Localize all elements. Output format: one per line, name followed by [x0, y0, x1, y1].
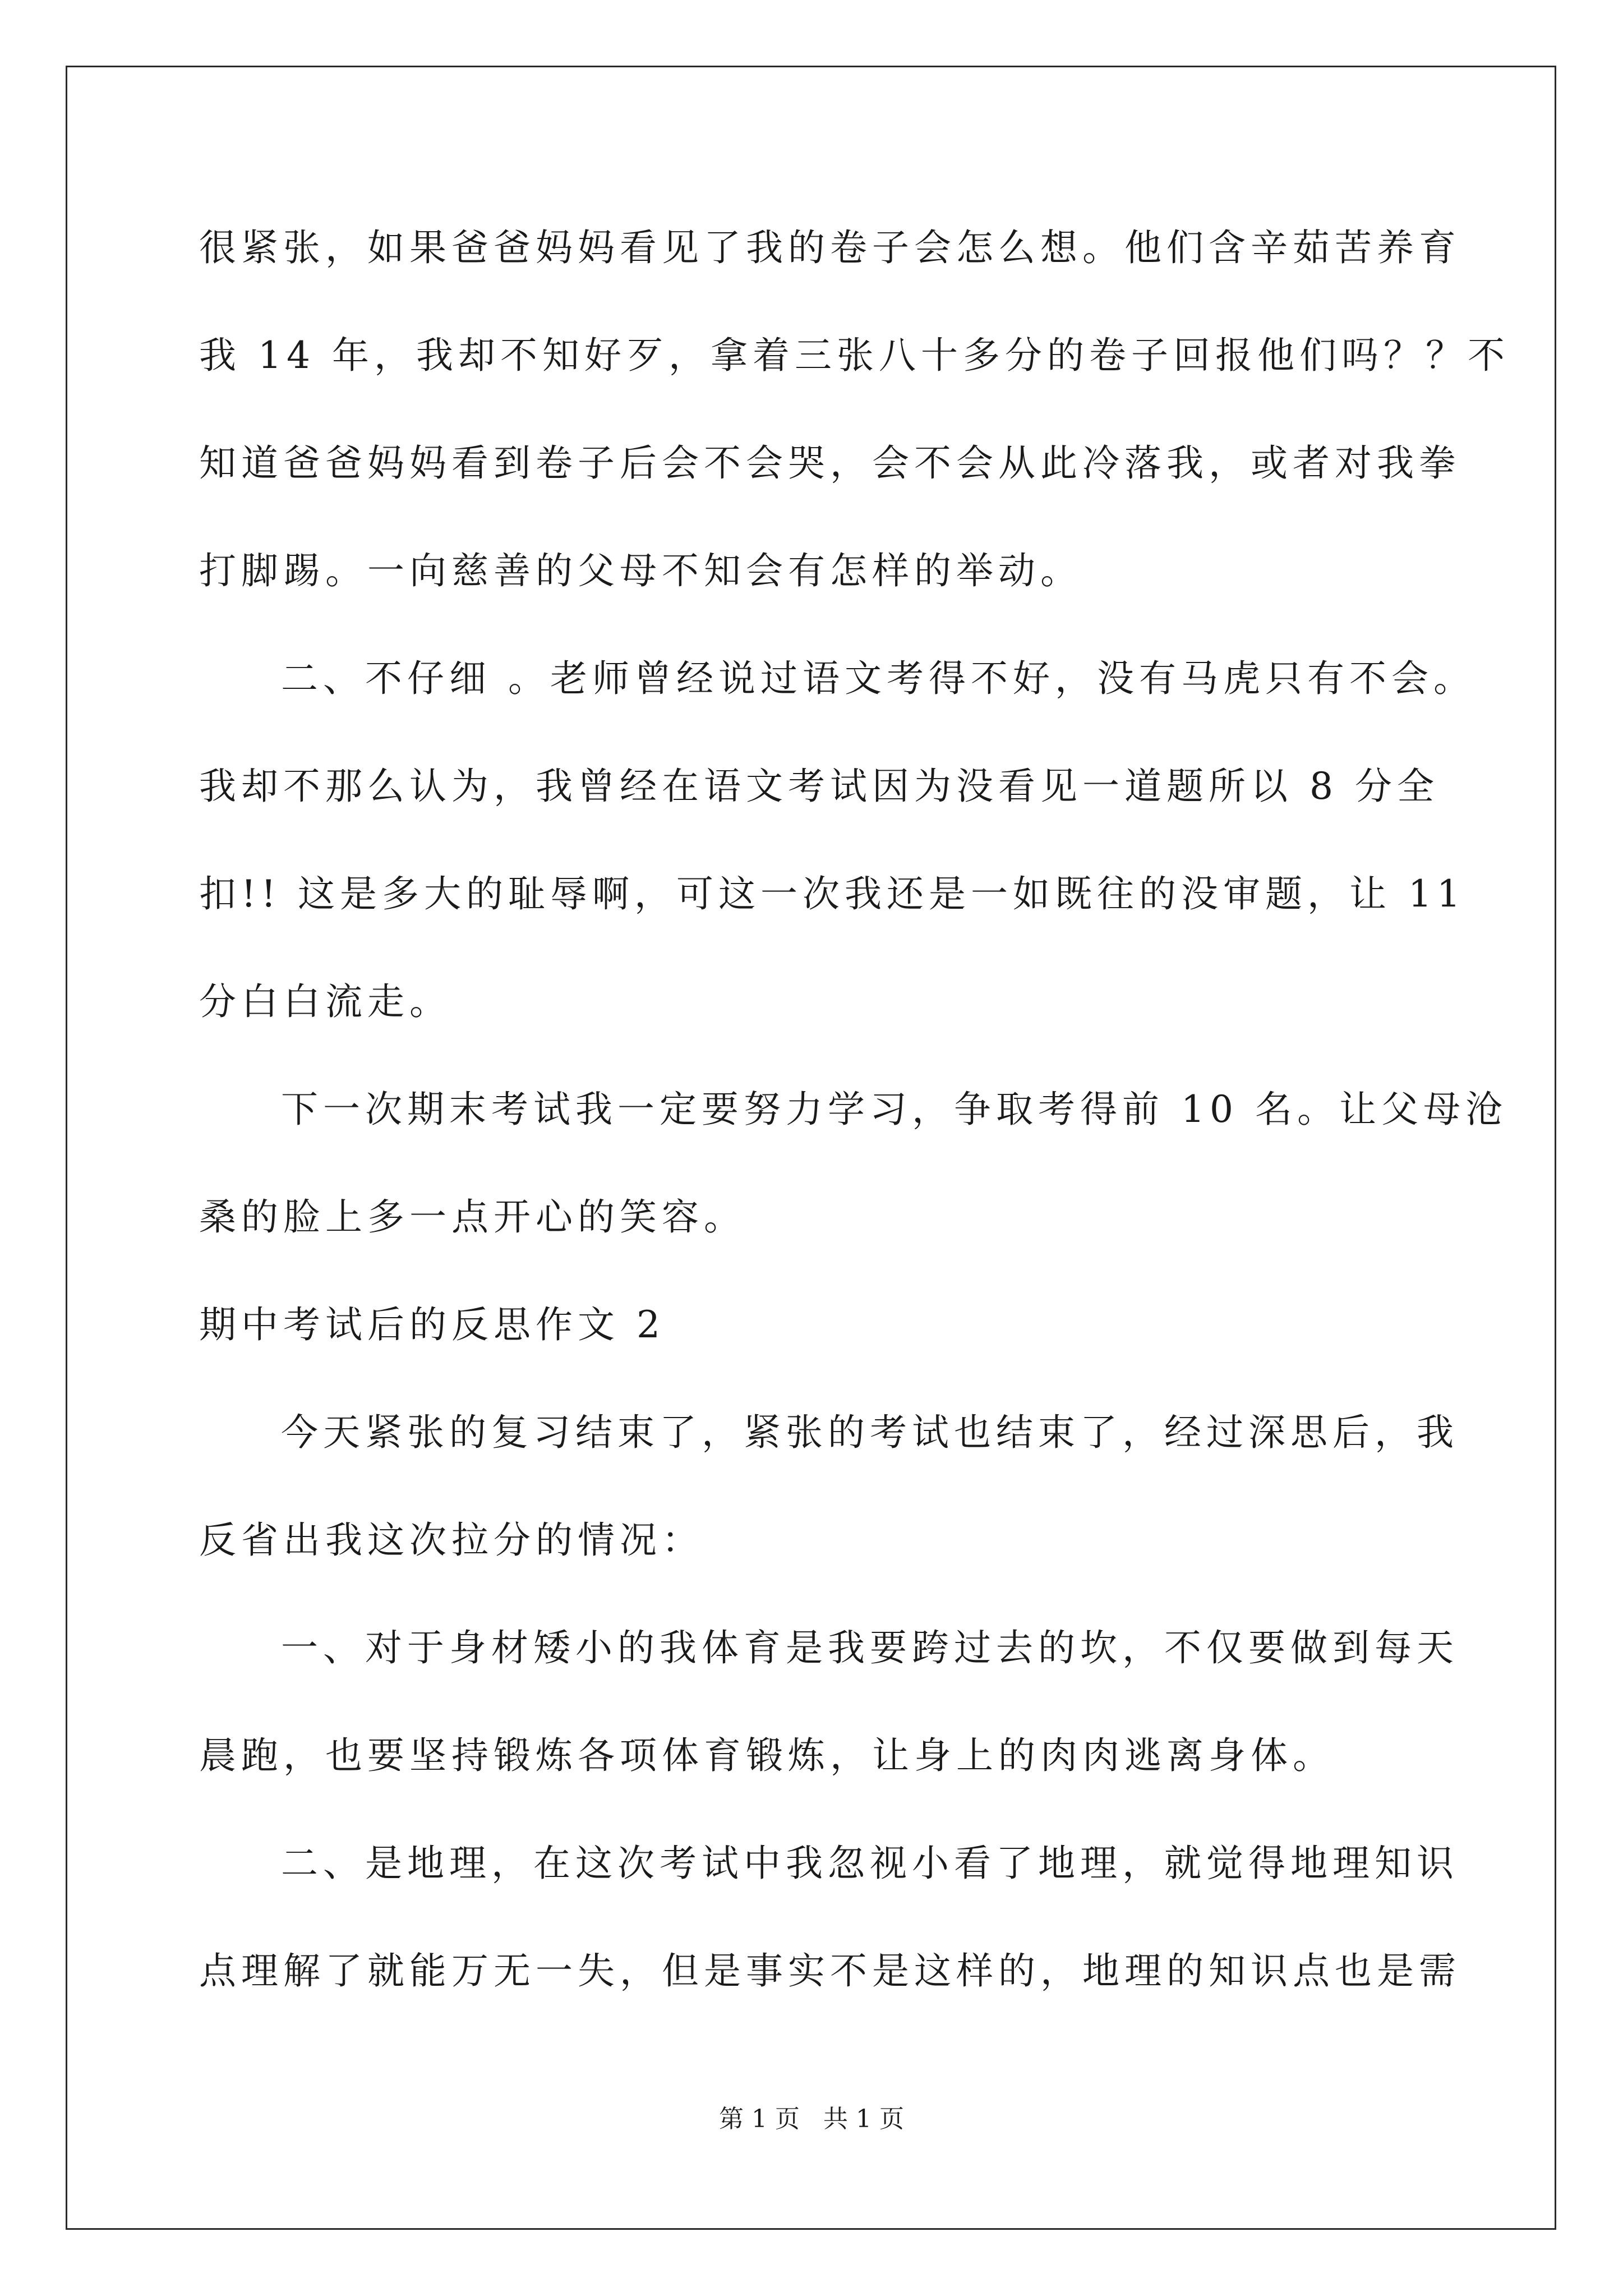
text-line: 晨跑，也要坚持锻炼各项体育锻炼，让身上的肉肉逃离身体。	[199, 1734, 1335, 1777]
text-line: 我却不那么认为，我曾经在语文考试因为没看见一道题所以 8 分全	[199, 765, 1439, 808]
text-line: 二、是地理，在这次考试中我忽视小看了地理，就觉得地理知识	[281, 1842, 1459, 1885]
text-line: 分白白流走。	[199, 980, 451, 1023]
text-line: 桑的脸上多一点开心的笑容。	[199, 1195, 746, 1239]
page-footer: 第 1 页 共 1 页	[719, 2105, 904, 2133]
text-line: 下一次期末考试我一定要努力学习，争取考得前 10 名。让父母沧	[281, 1088, 1507, 1131]
section-heading: 期中考试后的反思作文 2	[199, 1303, 665, 1346]
text-line: 我 14 年，我却不知好歹，拿着三张八十多分的卷子回报他们吗？？不	[199, 334, 1510, 377]
text-line: 打脚踢。一向慈善的父母不知会有怎样的举动。	[199, 549, 1082, 592]
text-line: 今天紧张的复习结束了，紧张的考试也结束了，经过深思后，我	[281, 1411, 1459, 1454]
text-line: 一、对于身材矮小的我体育是我要跨过去的坎，不仅要做到每天	[281, 1626, 1459, 1669]
text-line: 点理解了就能万无一失，但是事实不是这样的，地理的知识点也是需	[199, 1949, 1461, 1993]
text-line: 很紧张，如果爸爸妈妈看见了我的卷子会怎么想。他们含辛茹苦养育	[199, 226, 1461, 269]
text-line: 扣!! 这是多大的耻辱啊，可这一次我还是一如既往的没审题，让 11	[199, 872, 1465, 915]
text-line: 二、不仔细 。老师曾经说过语文考得不好，没有马虎只有不会。	[281, 657, 1476, 700]
text-line: 反省出我这次拉分的情况：	[199, 1519, 704, 1562]
text-line: 知道爸爸妈妈看到卷子后会不会哭，会不会从此冷落我，或者对我拳	[199, 441, 1461, 485]
document-body	[199, 218, 1510, 2049]
